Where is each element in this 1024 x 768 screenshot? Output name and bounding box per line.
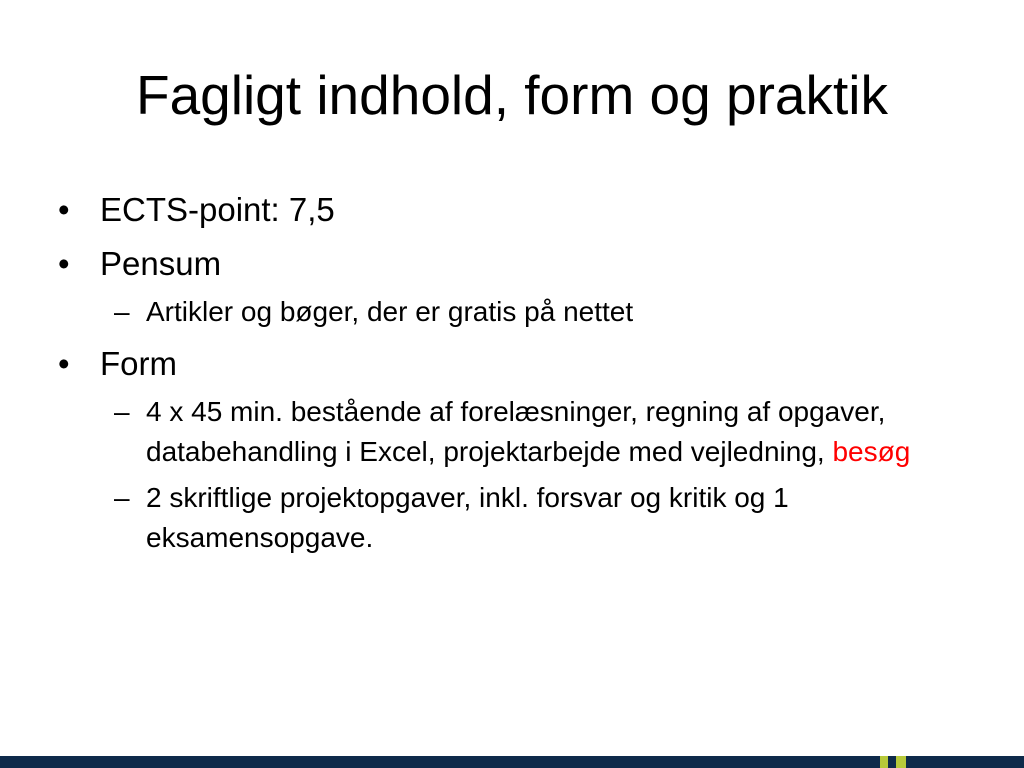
bullet-text: Form [100,345,177,382]
bullet-icon: • [58,345,70,382]
bullet-item-form [58,342,958,386]
sub-item-text: 4 x 45 min. bestående af forelæsninger, regning af opgaver, databehandling i Excel, projektarbejde med vejledning, [146,396,886,467]
footer-accent-mark [880,756,888,768]
bullet-icon: • [58,245,70,282]
sub-item-form-projects [100,478,958,558]
sub-item-pensum [100,292,958,332]
bullet-item-ects [58,188,958,232]
bullet-item-pensum [58,242,958,286]
dash-icon: – [114,396,130,427]
footer-bar [0,756,1024,768]
bullet-text: Pensum [100,245,222,282]
dash-icon: – [114,296,130,327]
sub-item-text: 2 skriftlige projektopgaver, inkl. forsvar og kritik og 1 eksamensopgave. [146,482,789,553]
slide-content [58,188,958,568]
slide-title: Fagligt indhold, form og praktik [135,64,889,126]
highlighted-word: besøg [832,436,911,467]
bullet-text: ECTS-point: 7,5 [100,191,335,228]
bullet-icon: • [58,191,70,228]
dash-icon: – [114,482,130,513]
footer-accent-mark [896,756,906,768]
sub-item-text: Artikler og bøger, der er gratis på nettet [146,296,634,327]
sub-item-form-sessions [100,392,958,472]
